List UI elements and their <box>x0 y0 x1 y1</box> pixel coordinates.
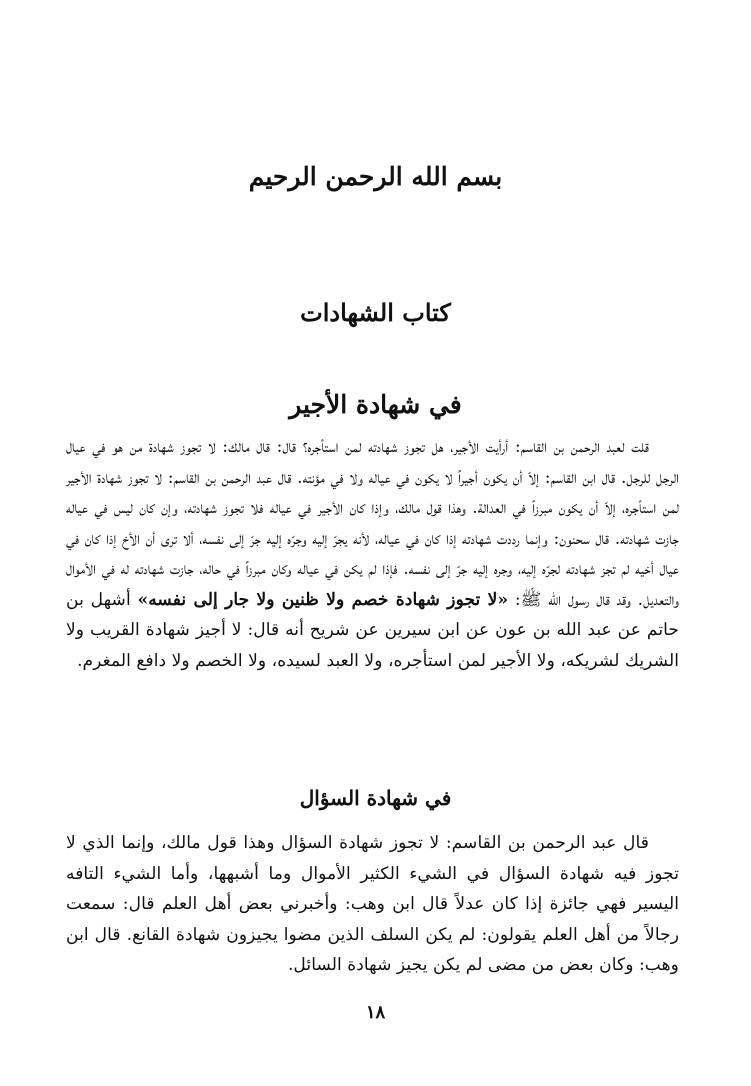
basmala: بسم الله الرحمن الرحيم <box>248 162 503 191</box>
section-body-hired-worker <box>66 432 679 676</box>
section-heading-beggars: في شهادة السؤال <box>299 786 452 810</box>
hadith-quote: «لا تجوز شهادة خصم ولا ظنين ولا جار إلى نفسه» <box>137 589 509 610</box>
paragraph-text: أشهل بن حاتم عن عبد الله بن عون عن ابن سيرين عن شريح أنه قال: لا أجيز شهادة القريب ولا الشريك لشريكه، ولا الأجير لمن استأجره، ولا العبد لسيده، ولا الخصم ولا دافع المغرم. <box>66 589 679 671</box>
paragraph: قال عبد الرحمن بن القاسم: لا تجوز شهادة السؤال وهذا قول مالك، وإنما الذي لا تجوز فيه شهادة السؤال في الشيء الكثير الأموال وما أشبهها، وأما الشيء التافه اليسير فهي جائزة إذا كان عدلاً قال ابن وهب: وأخبرني بعض أهل العلم قال: سمعت رجالاً من أهل العلم يقولون: لم يكن السلف الذين مضوا يجيزون شهادة القانع. قال ابن وهب: وكان بعض من مضى لم يكن يجيز شهادة السائل. <box>66 833 679 975</box>
section-heading-hired-worker: في شهادة الأجير <box>289 390 462 419</box>
paragraph <box>66 432 679 676</box>
book-title: كتاب الشهادات <box>300 298 451 327</box>
section-body-beggars <box>66 828 679 981</box>
paragraph-text: قلت لعبد الرحمن بن القاسم: أرأيت الأجير، هل تجوز شهادته لمن استأجره؟ قال: قال مالك: لا تجوز شهادة من هو في عيال الرجل للرجل. قال ابن القاسم: إلاّ أن يكون أجيراً لا يكون في عياله ولا في مؤنته. قال عبد الرحمن بن القاسم: لا تجوز شهادة الأجير لمن استأجره، إلاّ أن يكون مبرزاً في العدالة. وهذا قول مالك، وإذا كان الأجير في عياله فلا تجوز شهادته، وإن كان ليس في عياله جازت شهادته. قال سحنون: وإنما رددت شهادته إذا كان في عياله، لأنه يجرّ إليه وجرّه إليه جرّ إلى نفسه، ألا ترى أن الأخ إذا كان في عيال أخيه لم تجز شهادته لجرّه إليه، وجره إليه جرّ إلى نفسه. فإذا لم يكن في عياله وكان مبرزاً في حاله، جازت شهادته له في الأموال والتعديل. وقد قال رسول الله ﷺ: <box>66 437 679 610</box>
page-number: ١٨ <box>365 1002 386 1023</box>
